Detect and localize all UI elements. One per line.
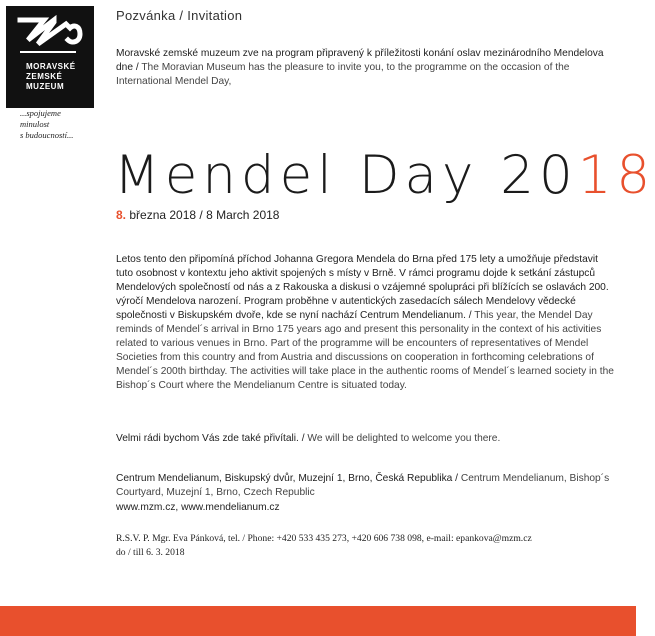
body-en: This year, the Mendel Day reminds of Mendel´s arrival in Brno 175 years ago and present this personality in the context of his activities related to various venues in Brno. Part of the programme will be encounters of representatives of Mendel Societies from this country and from Austria and discussions on cooperation in forthcoming celebrations of Mendel´s 200th birthday. The activities will take place in the authentic rooms of Mendel´s learned society in the Bishop´s Court where the Mendelianum Centre is situated today. bbox=[116, 310, 614, 391]
header-cz: Pozvánka bbox=[116, 8, 176, 23]
header-en: Invitation bbox=[187, 8, 243, 23]
tagline-line: s budoucností... bbox=[20, 130, 74, 140]
address-separator: / bbox=[452, 473, 461, 484]
mzm-logo-mark-icon bbox=[14, 14, 86, 58]
logo-line: ZEMSKÉ bbox=[26, 72, 63, 81]
footer-accent-bar bbox=[0, 606, 636, 636]
date-cz: března 2018 bbox=[126, 208, 197, 222]
body-separator: / bbox=[465, 310, 475, 321]
page-header bbox=[116, 8, 242, 23]
body-paragraph bbox=[116, 253, 616, 393]
museum-logo bbox=[6, 6, 94, 108]
rsvp-line: R.S.V. P. Mgr. Eva Pánková, tel. / Phone: +420 533 435 273, +420 606 738 098, e-mail: epankova@mzm.cz bbox=[116, 533, 532, 544]
address-en: Centrum Mendelianum, Bishop´s Courtyard, Muzejní 1, Brno, Czech Republic bbox=[116, 473, 610, 498]
intro-en: The Moravian Museum has the pleasure to invite you, to the programme on the occasion of the International Mendel Day, bbox=[116, 62, 570, 87]
intro-paragraph bbox=[116, 47, 616, 89]
address-cz: Centrum Mendelianum, Biskupský dvůr, Muzejní 1, Brno, Česká Republika bbox=[116, 473, 453, 484]
date-separator: / bbox=[196, 208, 207, 222]
welcome-en: We will be delighted to welcome you there. bbox=[307, 433, 501, 444]
date-day-number: 8. bbox=[116, 208, 127, 222]
welcome-separator: / bbox=[298, 433, 308, 444]
website-links[interactable]: www.mzm.cz, www.mendelianum.cz bbox=[116, 502, 280, 513]
event-date bbox=[116, 208, 279, 222]
title-accent: 18 bbox=[577, 145, 655, 206]
logo-line: MUZEUM bbox=[26, 82, 65, 91]
event-title bbox=[114, 145, 655, 207]
tagline-line: ...spojujeme bbox=[20, 108, 61, 118]
venue-address bbox=[116, 472, 616, 500]
title-main: Mendel Day 20 bbox=[114, 145, 578, 206]
logo-wordmark bbox=[26, 62, 96, 92]
rsvp-deadline: do / till 6. 3. 2018 bbox=[116, 547, 185, 558]
body-cz: Letos tento den připomíná příchod Johanna Gregora Mendela do Brna před 175 lety a umožňuje představit tuto osobnost v kontextu jeho aktivit spojených s místy v Brně. V rámci programu dojde k setkání zástupců Mendelových společností od nás a z Rakouska a diskusi o vzájemné spolupráci při blížících se oslavách 200. výročí Mendelova narození. Program proběhne v autentických zasedacích sálech Mendelovy vědecké společnosti v Biskupském dvoře, kde se nyní nachází Centrum Mendelianum. bbox=[116, 254, 609, 321]
tagline-line: minulost bbox=[20, 119, 50, 129]
rsvp-contact bbox=[116, 532, 616, 560]
date-en: 8 March 2018 bbox=[206, 208, 280, 222]
welcome-line bbox=[116, 432, 616, 446]
welcome-cz: Velmi rádi bychom Vás zde také přivítali. bbox=[116, 433, 299, 444]
intro-cz: Moravské zemské muzeum zve na program připravený k příležitosti konání oslav mezinárodního Mendelova dne bbox=[116, 48, 604, 73]
logo-tagline bbox=[20, 108, 100, 141]
header-separator: / bbox=[175, 8, 188, 23]
logo-line: MORAVSKÉ bbox=[26, 62, 76, 71]
intro-separator: / bbox=[133, 62, 142, 73]
